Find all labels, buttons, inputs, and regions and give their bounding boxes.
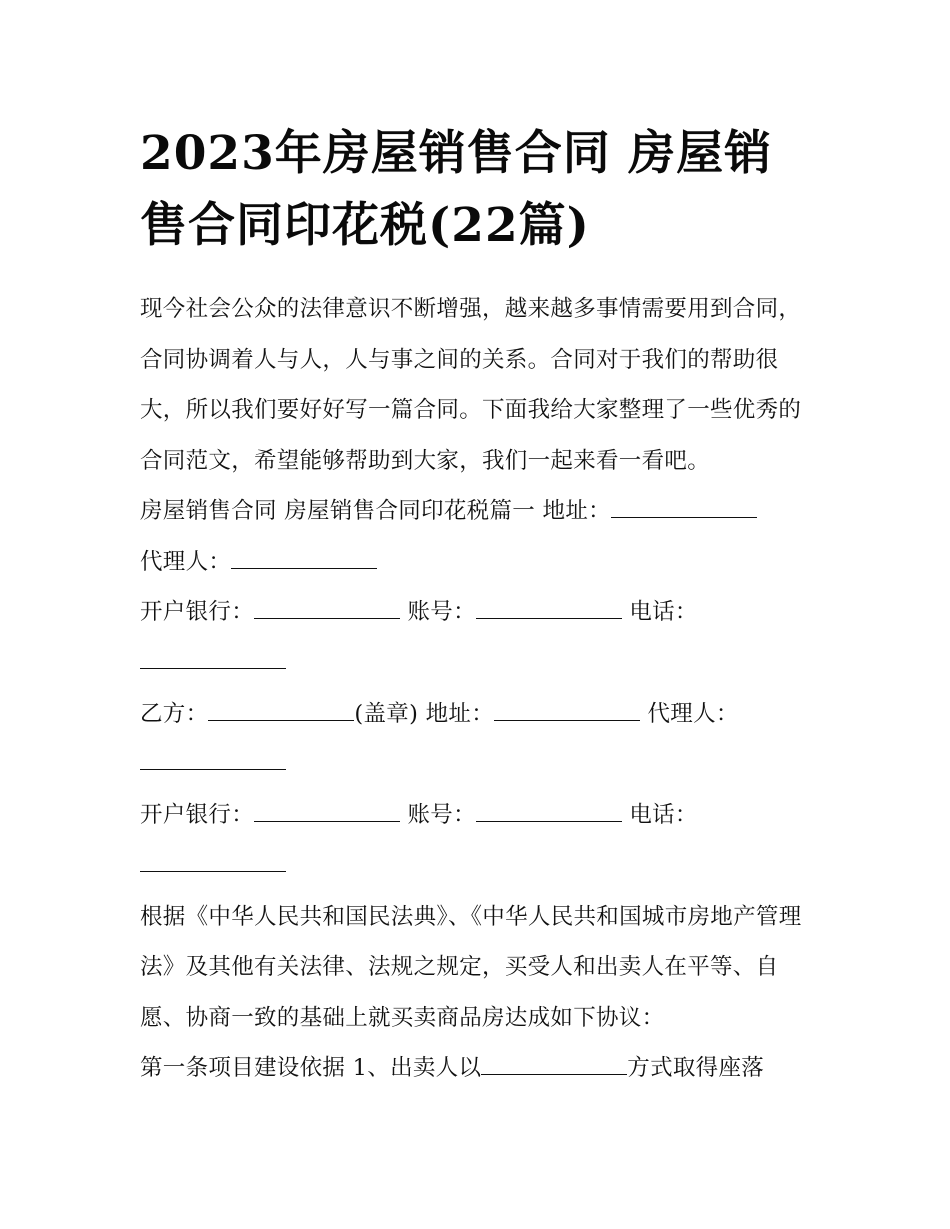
party-b-label: 乙方：: [140, 700, 209, 727]
party-a-phone-blank: [140, 638, 286, 669]
party-a-agent-label: 代理人：: [140, 548, 232, 575]
party-b-phone-blank: [140, 841, 286, 872]
article-one-suffix: 方式取得座落: [627, 1055, 765, 1081]
intro-paragraph: 现今社会公众的法律意识不断增强，越来越多事情需要用到合同，合同协调着人与人，人与事之间的关系。合同对于我们的帮助很大，所以我们要好好写一篇合同。下面我给大家整理了一些优秀的合同范文，希望能够帮助到大家，我们一起来看一看吧。: [140, 296, 802, 474]
party-b-name-blank: [208, 702, 354, 721]
party-b-account-label: 账号：: [407, 802, 476, 828]
party-b-agent-label: 代理人：: [647, 700, 739, 727]
party-b-address-blank: [494, 702, 640, 721]
article-one-line: [140, 1043, 812, 1094]
party-a-address-label: 地址：: [542, 498, 611, 524]
party-a-account-label: 账号：: [407, 599, 476, 625]
section-one-line: [140, 486, 812, 537]
party-b-bank-line: [140, 790, 812, 841]
article-one-prefix: 第一条项目建设依据 1、出卖人以: [140, 1055, 482, 1081]
party-b-phone-label: 电话：: [629, 802, 698, 828]
party-a-bank-label: 开户银行：: [140, 599, 255, 625]
party-b-agent-blank: [140, 739, 286, 770]
party-b-address-label: 地址：: [425, 700, 495, 727]
party-b-bank-blank: [254, 803, 400, 822]
party-a-agent-line: [140, 537, 812, 588]
party-a-agent-blank: [231, 550, 377, 569]
party-b-line: [140, 689, 812, 740]
basis-paragraph: 根据《中华人民共和国民法典》、《中华人民共和国城市房地产管理法》及其他有关法律、法规之规定，买受人和出卖人在平等、自愿、协商一致的基础上就买卖商品房达成如下协议：: [140, 903, 802, 1031]
party-b-bank-label: 开户银行：: [140, 802, 255, 828]
party-a-bank-blank: [254, 600, 400, 619]
section-heading: 房屋销售合同 房屋销售合同印花税篇一: [140, 498, 536, 524]
party-a-account-blank: [476, 600, 622, 619]
party-b-seal-label: (盖章): [354, 700, 419, 727]
party-a-bank-line: [140, 587, 812, 638]
document-title: 2023年房屋销售合同 房屋销售合同印花税(22篇): [140, 126, 773, 253]
party-a-address-blank: [611, 499, 757, 518]
document-page: [140, 118, 812, 1094]
article-one-blank: [481, 1056, 627, 1075]
party-b-account-blank: [476, 803, 622, 822]
party-a-phone-label: 电话：: [629, 599, 698, 625]
